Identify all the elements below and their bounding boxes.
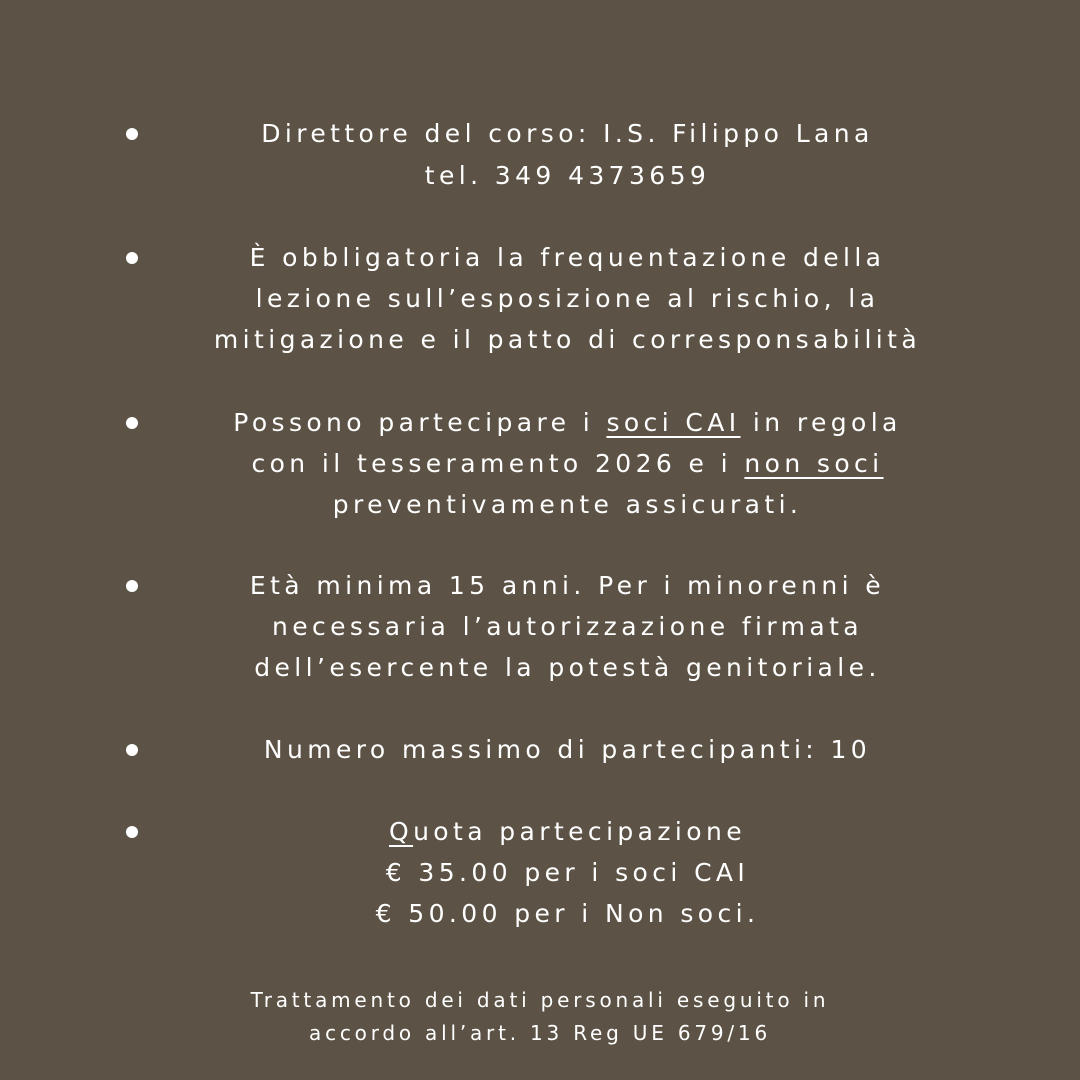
director-line: Direttore del corso: I.S. Filippo Lana xyxy=(261,119,874,148)
director-phone: tel. 349 4373659 xyxy=(424,161,711,190)
eligibility-text-2a: con il tesseramento 2026 e i xyxy=(251,449,745,478)
fee-soci-line: € 35.00 per i soci CAI xyxy=(385,858,750,887)
fee-title-rest: uota partecipazione xyxy=(413,817,746,846)
eligibility-line-1 xyxy=(145,408,990,438)
bullet-icon xyxy=(126,417,138,429)
fee-title-initial: Q xyxy=(388,817,414,846)
soci-cai-link[interactable]: soci CAI xyxy=(606,408,741,437)
privacy-note-line-1: Trattamento dei dati personali eseguito in xyxy=(250,988,830,1012)
eligibility-text-1b: in regola xyxy=(740,408,902,437)
bullet-icon xyxy=(126,744,138,756)
bullet-icon xyxy=(126,580,138,592)
mandatory-line-3: mitigazione e il patto di corresponsabilità xyxy=(213,325,922,354)
mandatory-line-1: È obbligatoria la frequentazione della xyxy=(249,243,886,272)
eligibility-text-1a: Possono partecipare i xyxy=(233,408,607,437)
bullet-icon xyxy=(126,252,138,264)
non-soci-link[interactable]: non soci xyxy=(744,449,884,478)
bullet-icon xyxy=(126,128,138,140)
age-line-2: necessaria l’autorizzazione firmata xyxy=(271,612,864,641)
eligibility-line-3: preventivamente assicurati. xyxy=(332,490,803,519)
privacy-note-line-2: accordo all’art. 13 Reg UE 679/16 xyxy=(309,1021,771,1045)
eligibility-line-2 xyxy=(145,449,990,479)
age-line-3: dell’esercente la potestà genitoriale. xyxy=(254,653,881,682)
bullet-icon xyxy=(126,826,138,838)
mandatory-line-2: lezione sull’esposizione al rischio, la xyxy=(255,284,880,313)
fee-title xyxy=(145,817,990,847)
age-line-1: Età minima 15 anni. Per i minorenni è xyxy=(249,571,886,600)
fee-non-soci-line: € 50.00 per i Non soci. xyxy=(375,899,760,928)
max-participants-line: Numero massimo di partecipanti: 10 xyxy=(263,735,872,764)
